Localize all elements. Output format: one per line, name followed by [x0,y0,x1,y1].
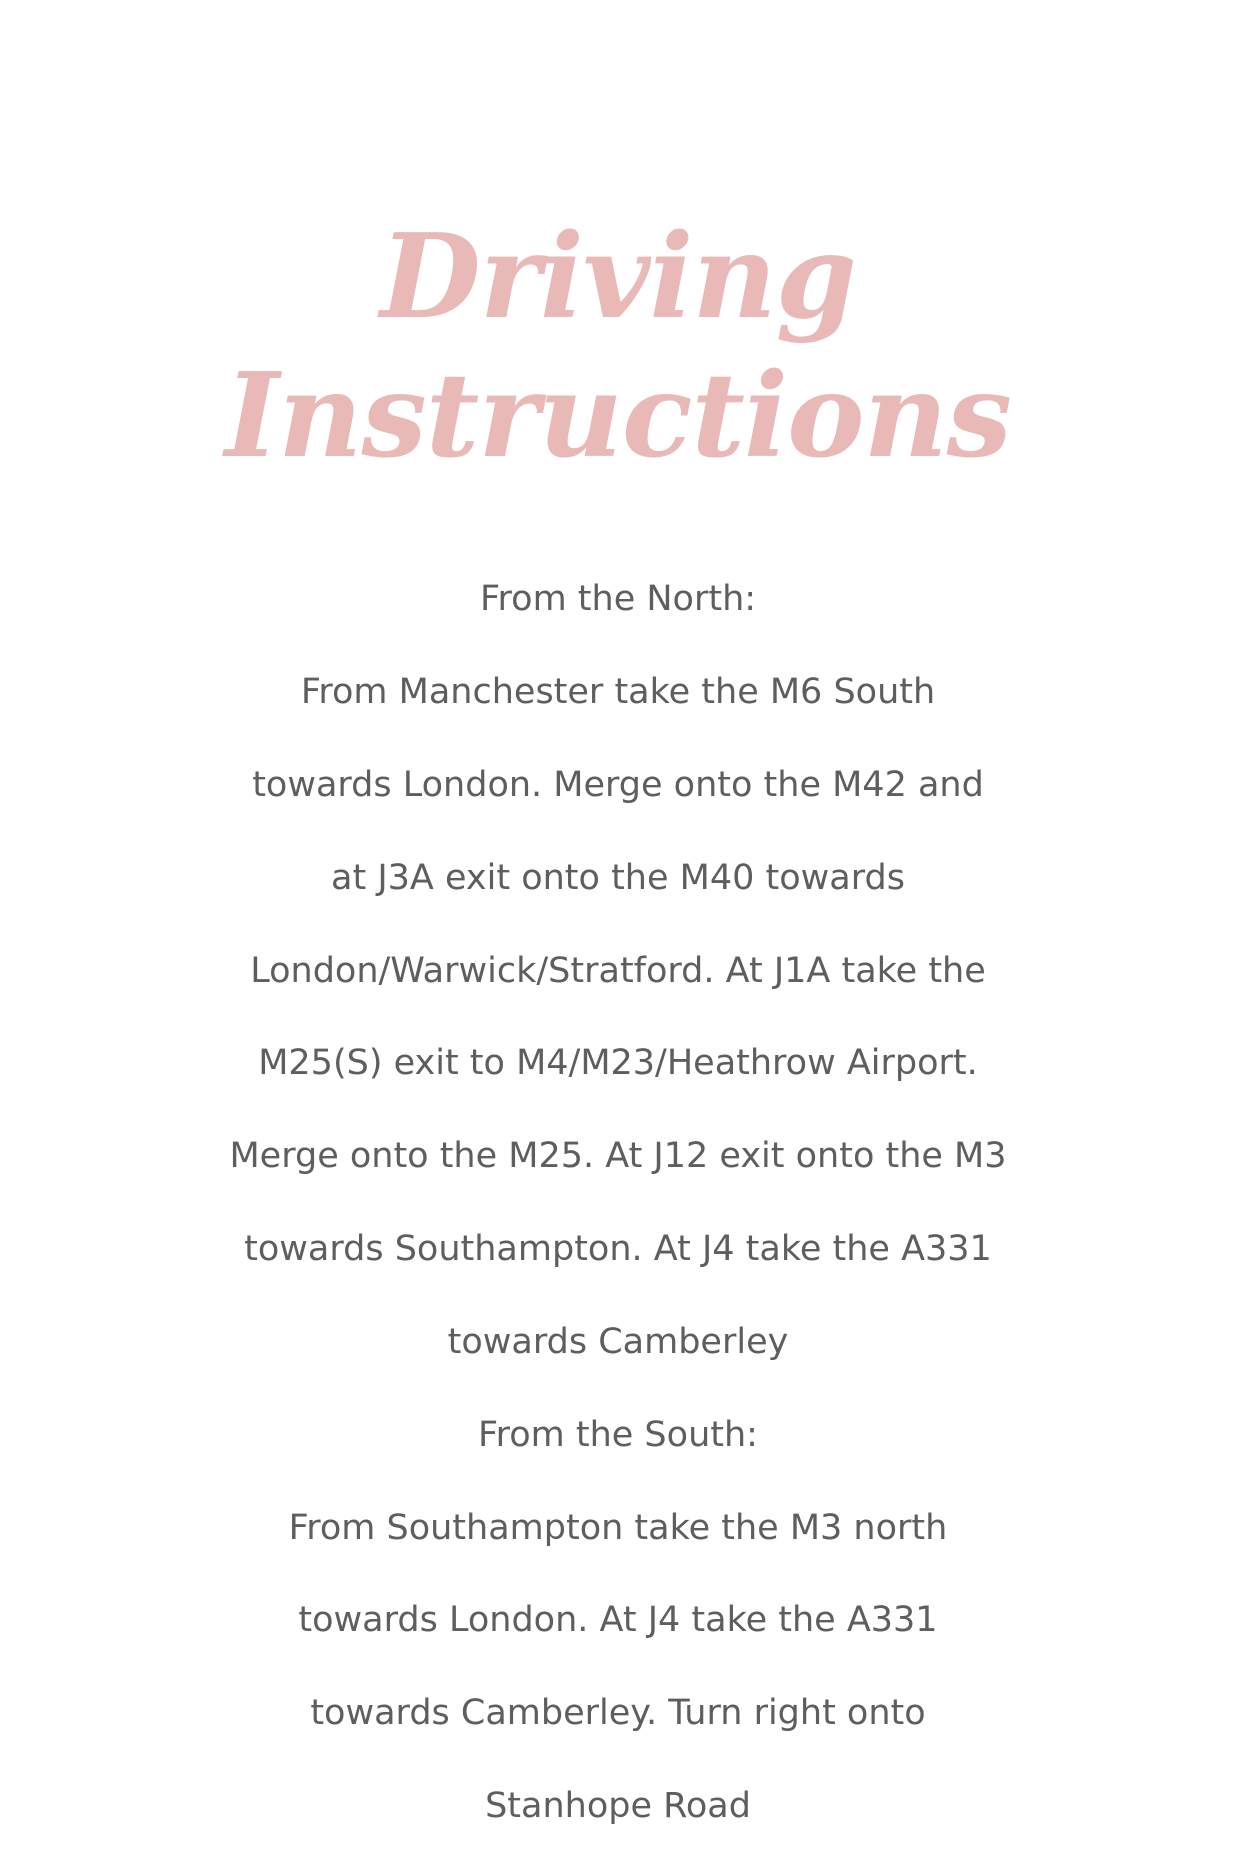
south-line: towards Camberley. Turn right onto [310,1693,926,1734]
north-line: towards Camberley [447,1321,789,1362]
north-line: towards London. Merge onto the M42 and [252,765,984,806]
north-line: Merge onto the M25. At J12 exit onto the M3 [229,1136,1007,1177]
south-line: Stanhope Road [485,1785,751,1826]
south-heading: From the South: [478,1414,758,1455]
north-line: M25(S) exit to M4/M23/Heathrow Airport. [258,1043,978,1084]
north-line: London/Warwick/Stratford. At J1A take the [250,950,986,991]
north-line: From Manchester take the M6 South [300,672,936,713]
north-heading: From the North: [479,579,757,620]
south-line: From Southampton take the M3 north [288,1507,948,1548]
north-line: towards Southampton. At J4 take the A331 [244,1229,992,1270]
page-title: Driving Instructions [224,209,1012,485]
north-line: at J3A exit onto the M40 towards [331,857,905,898]
south-line: towards London. At J4 take the A331 [298,1600,938,1641]
driving-directions [150,530,1086,1876]
